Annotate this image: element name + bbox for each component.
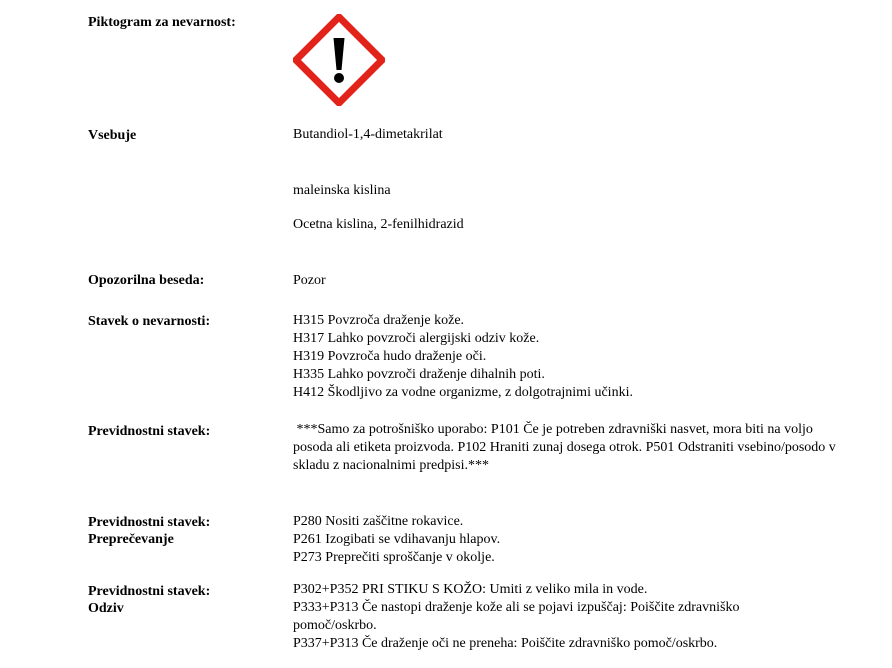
precautionary-general-text: ***Samo za potrošniško uporabo: P101 Če je potreben zdravniški nasvet, mora biti na voljo posoda ali etiketa proizvoda. P102 Hraniti zunaj dosega otrok. P501 Odstraniti vsebino/posodo v skladu z nacionalnimi predpisi.*** (293, 422, 840, 473)
hazard-statements-label: Stavek o nevarnosti: (88, 314, 211, 329)
hazard-statement: H317 Lahko povzroči alergijski odziv kože. (293, 331, 540, 346)
hazard-statement: H319 Povzroča hudo draženje oči. (293, 349, 487, 364)
exclamation-mark-hazard-icon (293, 14, 385, 106)
hazard-statements-list (293, 312, 853, 402)
contains-item: maleinska kislina (293, 183, 391, 198)
precautionary-prevention-list (293, 513, 853, 567)
precautionary-prevention-sublabel: Preprečevanje (88, 532, 174, 547)
hazard-statement: H335 Lahko povzroči draženje dihalnih poti. (293, 367, 545, 382)
precautionary-response-sublabel: Odziv (88, 601, 124, 616)
precautionary-general-label: Previdnostni stavek: (88, 424, 211, 439)
precautionary-prevention-label: Previdnostni stavek: (88, 515, 211, 530)
pictogram-label: Piktogram za nevarnost: (88, 15, 236, 30)
signal-word-label: Opozorilna beseda: (88, 273, 205, 288)
signal-word-value: Pozor (293, 273, 326, 288)
precautionary-statement: P273 Preprečiti sproščanje v okolje. (293, 550, 495, 565)
precautionary-response-label: Previdnostni stavek: (88, 584, 211, 599)
precautionary-statement: P280 Nositi zaščitne rokavice. (293, 514, 464, 529)
precautionary-statement: P302+P352 PRI STIKU S KOŽO: Umiti z veliko mila in vode. (293, 582, 648, 597)
hazard-statement: H412 Škodljivo za vodne organizme, z dolgotrajnimi učinki. (293, 385, 633, 400)
precautionary-statement: P333+P313 Če nastopi draženje kože ali se pojavi izpuščaj: Poiščite zdravniško pomoč/oskrbo. (293, 600, 740, 633)
contains-label: Vsebuje (88, 128, 137, 143)
hazard-statement: H315 Povzroča draženje kože. (293, 313, 465, 328)
contains-item: Butandiol-1,4-dimetakrilat (293, 127, 443, 142)
precautionary-statement: P261 Izogibati se vdihavanju hlapov. (293, 532, 501, 547)
contains-item: Ocetna kislina, 2-fenilhidrazid (293, 217, 464, 232)
precautionary-response-list (293, 581, 813, 653)
precautionary-statement: P337+P313 Če draženje oči ne preneha: Poiščite zdravniško pomoč/oskrbo. (293, 636, 718, 651)
